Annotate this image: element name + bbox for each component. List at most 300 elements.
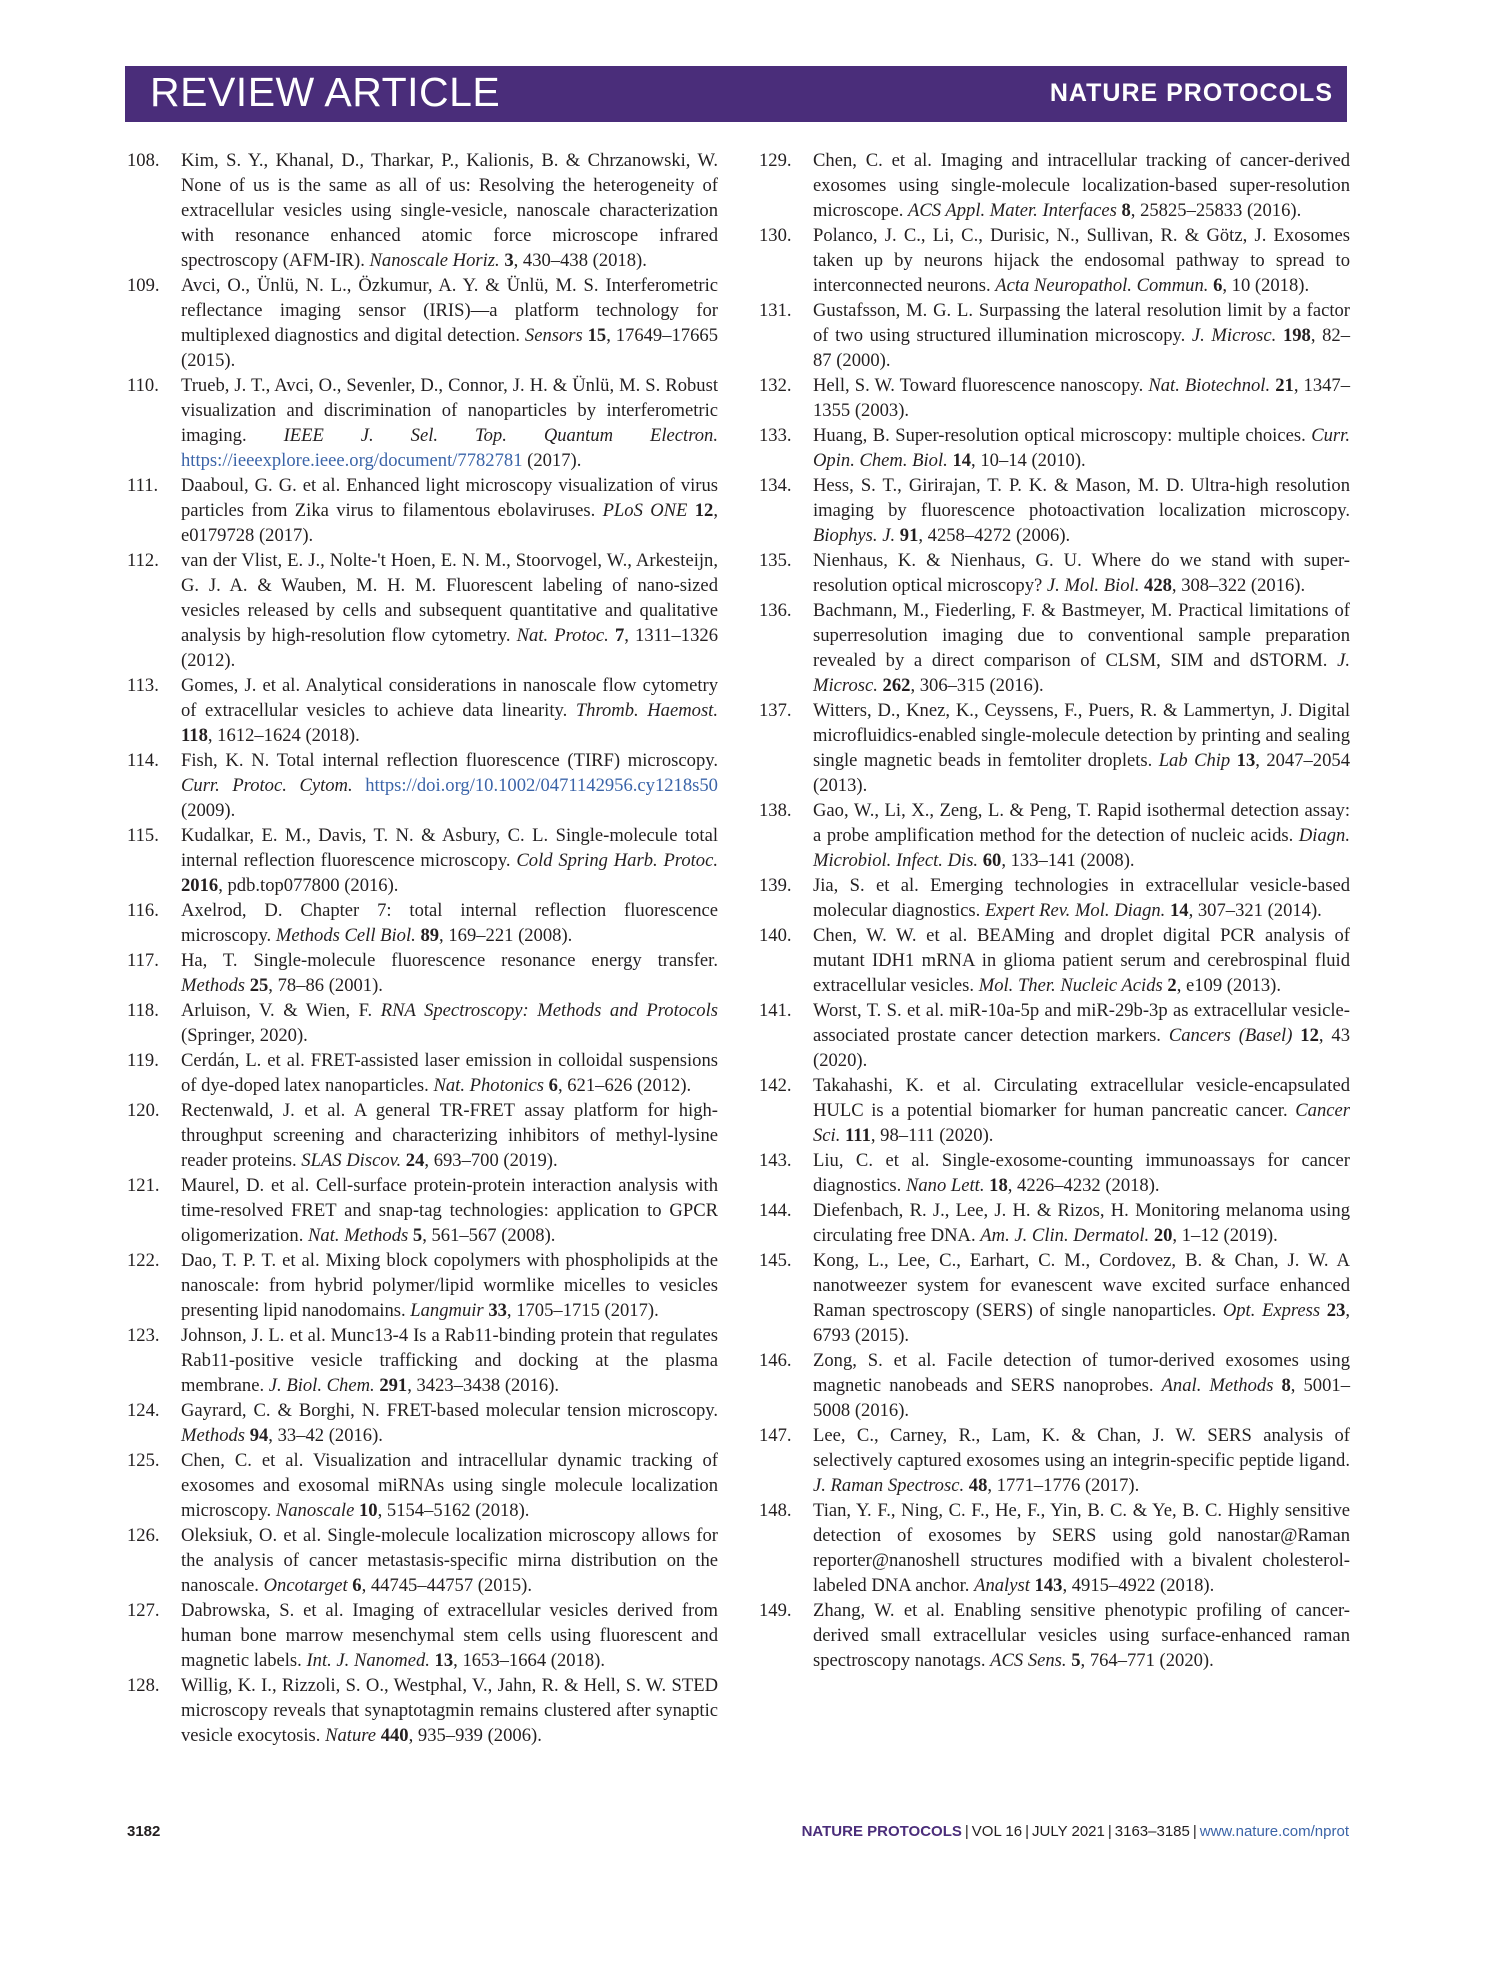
page-number: 3182 (127, 1823, 161, 1840)
reference-segment: Hell, S. W. Toward fluorescence nanoscopy. (813, 375, 1149, 396)
volume-number: 12 (1300, 1025, 1319, 1046)
reference-text (181, 273, 718, 373)
reference-segment: , 4226–4232 (2018). (1007, 1175, 1160, 1196)
reference-segment: , 1347–1355 (2003). (813, 375, 1351, 421)
reference-item (127, 998, 718, 1048)
reference-item (759, 873, 1350, 923)
reference-segment: Liu, C. et al. Single-exosome-counting immunoassays for cancer diagnostics. (813, 1150, 1350, 1196)
reference-url-link[interactable]: https://doi.org/10.1002/0471142956.cy1218s50 (365, 775, 718, 796)
volume-number: 60 (982, 850, 1002, 871)
reference-segment: (2009). (181, 800, 236, 821)
volume-number: 23 (1326, 1300, 1346, 1321)
reference-item (127, 673, 718, 748)
reference-segment: Chen, C. et al. Visualization and intracellular dynamic tracking of exosomes and exosomal miRNAs using single molecule localization microscopy. (181, 1450, 718, 1521)
reference-segment: Zong, S. et al. Facile detection of tumor-derived exosomes using magnetic nanobeads and SERS nanoprobes. (813, 1350, 1350, 1396)
reference-number: 118. (127, 1000, 159, 1021)
reference-item (759, 1423, 1350, 1498)
journal-title: Nano Lett. (905, 1175, 985, 1196)
footer-separator: | (964, 1823, 969, 1840)
volume-number: 13 (1236, 750, 1256, 771)
reference-segment: , 43 (2020). (813, 1025, 1350, 1071)
volume-number: 13 (434, 1650, 454, 1671)
reference-number: 142. (759, 1075, 792, 1096)
reference-number: 148. (759, 1500, 792, 1521)
reference-number: 137. (759, 700, 792, 721)
journal-title: Acta Neuropathol. Commun. (995, 275, 1209, 296)
reference-item (759, 473, 1350, 548)
reference-segment: Dabrowska, S. et al. Imaging of extracellular vesicles derived from human bone marrow mesenchymal stem cells using fluorescent and magnetic labels. (181, 1600, 718, 1671)
volume-number: 6 (1213, 275, 1223, 296)
reference-segment: , 82–87 (2000). (813, 325, 1351, 371)
reference-segment: Polanco, J. C., Li, C., Durisic, N., Sullivan, R. & Götz, J. Exosomes taken up by neurons hijack the endosomal pathway to spread to interconnected neurons. (813, 225, 1350, 296)
reference-item (759, 698, 1350, 798)
reference-segment: Trueb, J. T., Avci, O., Sevenler, D., Connor, J. H. & Ünlü, M. S. Robust visualization and discrimination of nanoparticles by interferometric imaging. (181, 375, 718, 446)
reference-item (759, 1198, 1350, 1248)
reference-item (127, 373, 718, 473)
volume-number: 8 (1121, 200, 1131, 221)
footer-citation (802, 1823, 1349, 1840)
reference-item (127, 1323, 718, 1398)
journal-title: J. Microsc. (813, 650, 1350, 696)
reference-segment (1320, 1300, 1327, 1321)
reference-number: 125. (127, 1450, 160, 1471)
reference-segment: , 10 (2018). (1222, 275, 1310, 296)
reference-text (813, 873, 1350, 923)
reference-segment: Gomes, J. et al. Analytical considerations in nanoscale flow cytometry of extracellular vesicles to achieve data linearity. (181, 675, 718, 721)
reference-text (813, 1148, 1350, 1198)
reference-segment: Maurel, D. et al. Cell-surface protein-protein interaction analysis with time-resolved FRET and snap-tag technologies: application to GPCR oligomerization. (181, 1175, 718, 1246)
reference-item (127, 748, 718, 823)
reference-segment: , 5001–5008 (2016). (813, 1375, 1350, 1421)
volume-number: 94 (249, 1425, 269, 1446)
reference-item (759, 923, 1350, 998)
footer-date: JULY 2021 (1032, 1823, 1105, 1840)
reference-segment: Johnson, J. L. et al. Munc13-4 Is a Rab11-binding protein that regulates Rab11-positive vesicle trafficking and docking at the plasma membrane. (181, 1325, 718, 1396)
volume-number: 291 (379, 1375, 408, 1396)
footer-separator: | (1192, 1823, 1197, 1840)
reference-number: 123. (127, 1325, 160, 1346)
reference-text (813, 1248, 1350, 1348)
reference-text (181, 473, 718, 548)
volume-number: 10 (359, 1500, 378, 1521)
reference-number: 140. (759, 925, 792, 946)
reference-segment: , 693–700 (2019). (424, 1150, 558, 1171)
journal-title: Sensors (524, 325, 583, 346)
reference-number: 143. (759, 1150, 792, 1171)
reference-segment: , 6793 (2015). (813, 1300, 1351, 1346)
journal-title: Lab Chip (1158, 750, 1231, 771)
reference-number: 108. (127, 150, 160, 171)
reference-item (127, 1598, 718, 1673)
reference-number: 138. (759, 800, 792, 821)
journal-title: Methods Cell Biol. (275, 925, 416, 946)
reference-text (181, 1398, 718, 1448)
reference-segment: , 78–86 (2001). (268, 975, 383, 996)
reference-number: 133. (759, 425, 792, 446)
reference-text (813, 423, 1350, 473)
reference-number: 115. (127, 825, 159, 846)
volume-number: 118 (181, 725, 208, 746)
journal-title: Cancer Sci. (813, 1100, 1350, 1146)
reference-segment: Gustafsson, M. G. L. Surpassing the lateral resolution limit by a factor of two using structured illumination microscopy. (813, 300, 1350, 346)
footer-separator: | (1025, 1823, 1030, 1840)
footer-volume: VOL 16 (971, 1823, 1023, 1840)
reference-item (759, 373, 1350, 423)
reference-segment: , 306–315 (2016). (910, 675, 1044, 696)
reference-item (127, 823, 718, 898)
reference-text (813, 1073, 1350, 1148)
reference-segment: Ha, T. Single-molecule fluorescence resonance energy transfer. (181, 950, 718, 971)
reference-segment: , 3423–3438 (2016). (407, 1375, 560, 1396)
reference-segment: , 4258–4272 (2006). (918, 525, 1071, 546)
journal-title: Nat. Photonics (433, 1075, 544, 1096)
journal-title: Cold Spring Harb. Protoc. (516, 850, 719, 871)
reference-item (127, 1448, 718, 1523)
reference-segment: , 1705–1715 (2017). (506, 1300, 659, 1321)
reference-segment: , 10–14 (2010). (971, 450, 1086, 471)
reference-segment: Bachmann, M., Fiederling, F. & Bastmeyer, M. Practical limitations of superresolution imaging due to conventional sample preparation revealed by a direct comparison of CLSM, SIM and dSTORM. (813, 600, 1350, 671)
volume-number: 14 (952, 450, 972, 471)
reference-item (127, 898, 718, 948)
reference-number: 121. (127, 1175, 160, 1196)
footer-separator: | (1107, 1823, 1112, 1840)
volume-number: 33 (488, 1300, 507, 1321)
reference-segment: , e109 (2013). (1176, 975, 1282, 996)
reference-segment: Daaboul, G. G. et al. Enhanced light microscopy visualization of virus particles from Zika virus to filamentous ebolaviruses. (181, 475, 718, 521)
journal-name: NATURE PROTOCOLS (1049, 79, 1333, 107)
reference-item (759, 423, 1350, 473)
reference-text (813, 148, 1350, 223)
reference-item (759, 998, 1350, 1073)
journal-title: Cancers (Basel) (1168, 1025, 1293, 1046)
reference-segment: Jia, S. et al. Emerging technologies in extracellular vesicle-based molecular diagnostics. (813, 875, 1350, 921)
reference-item (127, 1048, 718, 1098)
reference-segment: , 44745–44757 (2015). (361, 1575, 532, 1596)
reference-segment: Kong, L., Lee, C., Earhart, C. M., Cordovez, B. & Chan, J. W. A nanotweezer system for evanescent wave excited surface enhanced Raman spectroscopy (SERS) of single nanoparticles. (813, 1250, 1350, 1321)
reference-segment: , 430–438 (2018). (513, 250, 647, 271)
reference-item (759, 1073, 1350, 1148)
journal-title: Thromb. Haemost. (575, 700, 719, 721)
reference-number: 144. (759, 1200, 792, 1221)
reference-number: 124. (127, 1400, 160, 1421)
journal-title: ACS Appl. Mater. Interfaces (908, 200, 1117, 221)
reference-segment: Huang, B. Super-resolution optical microscopy: multiple choices. (813, 425, 1312, 446)
reference-item (759, 1248, 1350, 1348)
reference-segment: , 307–321 (2014). (1188, 900, 1322, 921)
reference-item (127, 473, 718, 548)
reference-segment: Zhang, W. et al. Enabling sensitive phenotypic profiling of cancer-derived small extracellular vesicles using surface-enhanced raman spectroscopy nanotags. (813, 1600, 1350, 1671)
reference-text (181, 898, 718, 948)
reference-text (181, 1523, 718, 1598)
reference-text (181, 1323, 718, 1398)
reference-number: 122. (127, 1250, 160, 1271)
header-band (125, 66, 1347, 122)
reference-item (759, 1148, 1350, 1198)
reference-segment: Worst, T. S. et al. miR-10a-5p and miR-29b-3p as extracellular vesicle-associated prostate cancer detection markers. (813, 1000, 1350, 1046)
reference-text (181, 1673, 718, 1748)
reference-number: 139. (759, 875, 792, 896)
volume-number: 18 (989, 1175, 1008, 1196)
reference-text (813, 1598, 1350, 1673)
journal-title: SLAS Discov. (301, 1150, 402, 1171)
reference-segment: Diefenbach, R. J., Lee, J. H. & Rizos, H. Monitoring melanoma using circulating free DNA. (813, 1200, 1350, 1246)
volume-number: 2016 (181, 875, 219, 896)
journal-title: Analyst (974, 1575, 1030, 1596)
volume-number: 5 (412, 1225, 423, 1246)
volume-number: 6 (352, 1575, 362, 1596)
reference-item (759, 298, 1350, 373)
reference-segment (353, 775, 366, 796)
volume-number: 25 (249, 975, 269, 996)
reference-segment: , 98–111 (2020). (870, 1125, 994, 1146)
reference-item (127, 948, 718, 998)
reference-segment (687, 500, 694, 521)
reference-text (181, 1598, 718, 1673)
reference-number: 127. (127, 1600, 160, 1621)
reference-text (813, 548, 1350, 598)
journal-title: PLoS ONE (602, 500, 688, 521)
reference-item (759, 1498, 1350, 1598)
volume-number: 262 (882, 675, 911, 696)
reference-item (759, 598, 1350, 698)
reference-segment: , 561–567 (2008). (422, 1225, 556, 1246)
reference-segment: Oleksiuk, O. et al. Single-molecule localization microscopy allows for the analysis of cancer metastasis-specific mirna distribution on the nanoscale. (181, 1525, 718, 1596)
reference-segment: (2017). (522, 450, 582, 471)
reference-number: 117. (127, 950, 159, 971)
reference-segment (1276, 325, 1283, 346)
reference-number: 113. (127, 675, 159, 696)
volume-number: 8 (1281, 1375, 1291, 1396)
reference-segment: Kim, S. Y., Khanal, D., Tharkar, P., Kalionis, B. & Chrzanowski, W. None of us is the same as all of us: Resolving the heterogeneity of extracellular vesicles using single-vesicle, nanoscale characterization with resonance enhanced atomic force microscope infrared spectroscopy (AFM-IR). (181, 150, 718, 271)
reference-text (813, 1498, 1350, 1598)
reference-item (759, 148, 1350, 223)
reference-text (813, 1198, 1350, 1248)
reference-segment: Chen, C. et al. Imaging and intracellular tracking of cancer-derived exosomes using single-molecule localization-based super-resolution microscope. (813, 150, 1350, 221)
reference-item (127, 1173, 718, 1248)
reference-number: 135. (759, 550, 792, 571)
reference-item (127, 1248, 718, 1323)
reference-text (813, 998, 1350, 1073)
reference-number: 116. (127, 900, 159, 921)
reference-number: 146. (759, 1350, 792, 1371)
reference-segment: , 5154–5162 (2018). (377, 1500, 530, 1521)
reference-segment: , 17649–17665 (2015). (181, 325, 718, 371)
reference-number: 111. (127, 475, 159, 496)
volume-number: 15 (587, 325, 607, 346)
reference-segment: Nienhaus, K. & Nienhaus, G. U. Where do we stand with super-resolution optical microscopy? (813, 550, 1350, 596)
volume-number: 12 (694, 500, 714, 521)
volume-number: 428 (1144, 575, 1172, 596)
journal-title: Nat. Biotechnol. (1148, 375, 1271, 396)
volume-number: 440 (380, 1725, 409, 1746)
reference-number: 114. (127, 750, 159, 771)
volume-number: 2 (1167, 975, 1177, 996)
reference-number: 126. (127, 1525, 160, 1546)
journal-title: J. Mol. Biol. (1046, 575, 1140, 596)
journal-title: Methods (181, 1425, 246, 1446)
reference-number: 120. (127, 1100, 160, 1121)
reference-segment: Kudalkar, E. M., Davis, T. N. & Asbury, C. L. Single-molecule total internal reflection fluorescence microscopy. (181, 825, 718, 871)
references-left-column (127, 148, 718, 1748)
volume-number: 143 (1034, 1575, 1063, 1596)
journal-title: Expert Rev. Mol. Diagn. (984, 900, 1166, 921)
reference-segment: Witters, D., Knez, K., Ceyssens, F., Puers, R. & Lammertyn, J. Digital microfluidics-enabled single-molecule detection by printing and sealing single magnetic beads in femtoliter droplets. (813, 700, 1350, 771)
reference-text (813, 798, 1350, 873)
reference-text (181, 148, 718, 273)
reference-segment: Chen, W. W. et al. BEAMing and droplet digital PCR analysis of mutant IDH1 mRNA in glioma patient serum and cerebrospinal fluid extracellular vesicles. (813, 925, 1350, 996)
reference-number: 129. (759, 150, 792, 171)
footer-url-link[interactable]: www.nature.com/nprot (1199, 1823, 1349, 1840)
journal-title: Curr. Opin. Chem. Biol. (813, 425, 1350, 471)
reference-item (127, 1398, 718, 1448)
journal-title: Methods (181, 975, 246, 996)
volume-number: 3 (504, 250, 514, 271)
journal-title: RNA Spectroscopy: Methods and Protocols (380, 1000, 718, 1021)
reference-segment: , 1771–1776 (2017). (987, 1475, 1140, 1496)
reference-number: 110. (127, 375, 159, 396)
reference-number: 109. (127, 275, 160, 296)
journal-title: Opt. Express (1222, 1300, 1321, 1321)
reference-text (181, 1098, 718, 1173)
reference-item (759, 798, 1350, 873)
volume-number: 14 (1169, 900, 1189, 921)
reference-segment: , 2047–2054 (2013). (813, 750, 1350, 796)
reference-number: 136. (759, 600, 792, 621)
volume-number: 5 (1071, 1650, 1081, 1671)
reference-text (181, 948, 718, 998)
reference-number: 149. (759, 1600, 792, 1621)
section-label: REVIEW ARTICLE (150, 69, 501, 115)
reference-segment: , 1612–1624 (2018). (207, 725, 360, 746)
reference-segment: Gao, W., Li, X., Zeng, L. & Peng, T. Rapid isothermal detection assay: a probe amplification method for the detection of nucleic acids. (813, 800, 1350, 846)
reference-segment: , 935–939 (2006). (408, 1725, 542, 1746)
volume-number: 21 (1275, 375, 1294, 396)
reference-number: 134. (759, 475, 792, 496)
volume-number: 198 (1282, 325, 1311, 346)
reference-item (127, 1673, 718, 1748)
reference-text (181, 373, 718, 473)
journal-title: Nat. Protoc. (516, 625, 609, 646)
reference-segment: , 169–221 (2008). (439, 925, 573, 946)
reference-text (813, 473, 1350, 548)
reference-text (181, 1173, 718, 1248)
reference-segment: Dao, T. P. T. et al. Mixing block copolymers with phospholipids at the nanoscale: from hybrid polymer/lipid wormlike micelles to vesicles presenting lipid nanodomains. (181, 1250, 718, 1321)
reference-number: 112. (127, 550, 159, 571)
reference-text (813, 298, 1350, 373)
journal-title: Nanoscale Horiz. (369, 250, 500, 271)
reference-segment: Takahashi, K. et al. Circulating extracellular vesicle-encapsulated HULC is a potential biomarker for human pancreatic cancer. (813, 1075, 1350, 1121)
reference-segment: , pdb.top077800 (2016). (218, 875, 399, 896)
reference-item (127, 548, 718, 673)
reference-url-link[interactable]: https://ieeexplore.ieee.org/document/7782781 (181, 450, 523, 471)
volume-number: 6 (548, 1075, 558, 1096)
reference-text (813, 223, 1350, 298)
reference-text (813, 1423, 1350, 1498)
reference-segment: Fish, K. N. Total internal reflection fluorescence (TIRF) microscopy. (181, 750, 718, 771)
reference-segment: , 764–771 (2020). (1080, 1650, 1214, 1671)
reference-number: 128. (127, 1675, 160, 1696)
reference-segment: , 621–626 (2012). (557, 1075, 692, 1096)
journal-title: Oncotarget (263, 1575, 348, 1596)
reference-segment: Gayrard, C. & Borghi, N. FRET-based molecular tension microscopy. (181, 1400, 718, 1421)
reference-text (181, 1248, 718, 1323)
journal-title: Anal. Methods (1161, 1375, 1274, 1396)
references-right-column (759, 148, 1350, 1673)
reference-text (181, 748, 718, 823)
volume-number: 7 (614, 625, 625, 646)
reference-text (181, 998, 718, 1048)
reference-number: 132. (759, 375, 792, 396)
reference-number: 130. (759, 225, 792, 246)
reference-segment: , 1311–1326 (2012). (181, 625, 718, 671)
reference-segment: , 25825–25833 (2016). (1130, 200, 1302, 221)
reference-number: 145. (759, 1250, 792, 1271)
reference-item (759, 1598, 1350, 1673)
volume-number: 89 (420, 925, 440, 946)
journal-title: ACS Sens. (990, 1650, 1067, 1671)
reference-segment: , 133–141 (2008). (1001, 850, 1135, 871)
reference-text (813, 923, 1350, 998)
reference-segment: Willig, K. I., Rizzoli, S. O., Westphal, V., Jahn, R. & Hell, S. W. STED microscopy reveals that synaptotagmin remains clustered after synaptic vesicle exocytosis. (181, 1675, 718, 1746)
reference-segment: Lee, C., Carney, R., Lam, K. & Chan, J. W. SERS analysis of selectively captured exosomes using an integrin-specific peptide ligand. (813, 1425, 1350, 1471)
footer-journal: NATURE PROTOCOLS (801, 1823, 962, 1840)
reference-item (759, 223, 1350, 298)
journal-title: J. Microsc. (1191, 325, 1277, 346)
reference-item (127, 1098, 718, 1173)
volume-number: 24 (405, 1150, 425, 1171)
reference-segment (1273, 1375, 1281, 1396)
journal-title: Diagn. Microbiol. Infect. Dis. (813, 825, 1350, 871)
reference-segment: , e0179728 (2017). (181, 500, 718, 546)
reference-segment: van der Vlist, E. J., Nolte-'t Hoen, E. N. M., Stoorvogel, W., Arkesteijn, G. J. A. & Wauben, M. H. M. Fluorescent labeling of nano-sized vesicles released by cells and subsequent quantitative and qualitative analysis by high-resolution flow cytometry. (181, 550, 718, 646)
reference-segment: , 4915–4922 (2018). (1062, 1575, 1215, 1596)
reference-text (813, 598, 1350, 698)
journal-title: Nanoscale (275, 1500, 355, 1521)
volume-number: 20 (1153, 1225, 1173, 1246)
journal-title: Nat. Methods (308, 1225, 409, 1246)
reference-segment: , 1653–1664 (2018). (453, 1650, 605, 1671)
volume-number: 111 (845, 1125, 871, 1146)
reference-segment: Tian, Y. F., Ning, C. F., He, F., Yin, B. C. & Ye, B. C. Highly sensitive detection of exosomes by SERS using gold nanostar@Raman reporter@nanoshell structures modified with a bivalent cholesterol-labeled DNA anchor. (813, 1500, 1350, 1596)
journal-title: Biophys. J. (813, 525, 896, 546)
journal-title: Langmuir (410, 1300, 484, 1321)
reference-segment: , 33–42 (2016). (268, 1425, 383, 1446)
reference-number: 147. (759, 1425, 792, 1446)
journal-title: Am. J. Clin. Dermatol. (980, 1225, 1150, 1246)
journal-title: J. Biol. Chem. (268, 1375, 375, 1396)
volume-number: 48 (968, 1475, 988, 1496)
journal-title: Int. J. Nanomed. (306, 1650, 430, 1671)
reference-text (181, 1048, 718, 1098)
reference-segment: Axelrod, D. Chapter 7: total internal reflection fluorescence microscopy. (181, 900, 718, 946)
reference-segment: (Springer, 2020). (181, 1025, 308, 1046)
journal-title: Mol. Ther. Nucleic Acids (978, 975, 1163, 996)
reference-text (813, 698, 1350, 798)
reference-segment: Avci, O., Ünlü, N. L., Özkumur, A. Y. & Ünlü, M. S. Interferometric reflectance imaging sensor (IRIS)—a platform technology for multiplexed diagnostics and digital detection. (181, 275, 718, 346)
reference-number: 119. (127, 1050, 159, 1071)
journal-title: IEEE J. Sel. Top. Quantum Electron. (283, 425, 718, 446)
reference-segment: Rectenwald, J. et al. A general TR-FRET assay platform for high-throughput screening and characterizing inhibitors of methyl-lysine reader proteins. (181, 1100, 718, 1171)
reference-item (127, 273, 718, 373)
reference-segment: Arluison, V. & Wien, F. (181, 1000, 381, 1021)
reference-text (181, 823, 718, 898)
journal-title: Curr. Protoc. Cytom. (181, 775, 353, 796)
footer-pages: 3163–3185 (1114, 1823, 1190, 1840)
reference-text (813, 373, 1350, 423)
reference-item (127, 148, 718, 273)
reference-item (127, 1523, 718, 1598)
reference-text (181, 673, 718, 748)
